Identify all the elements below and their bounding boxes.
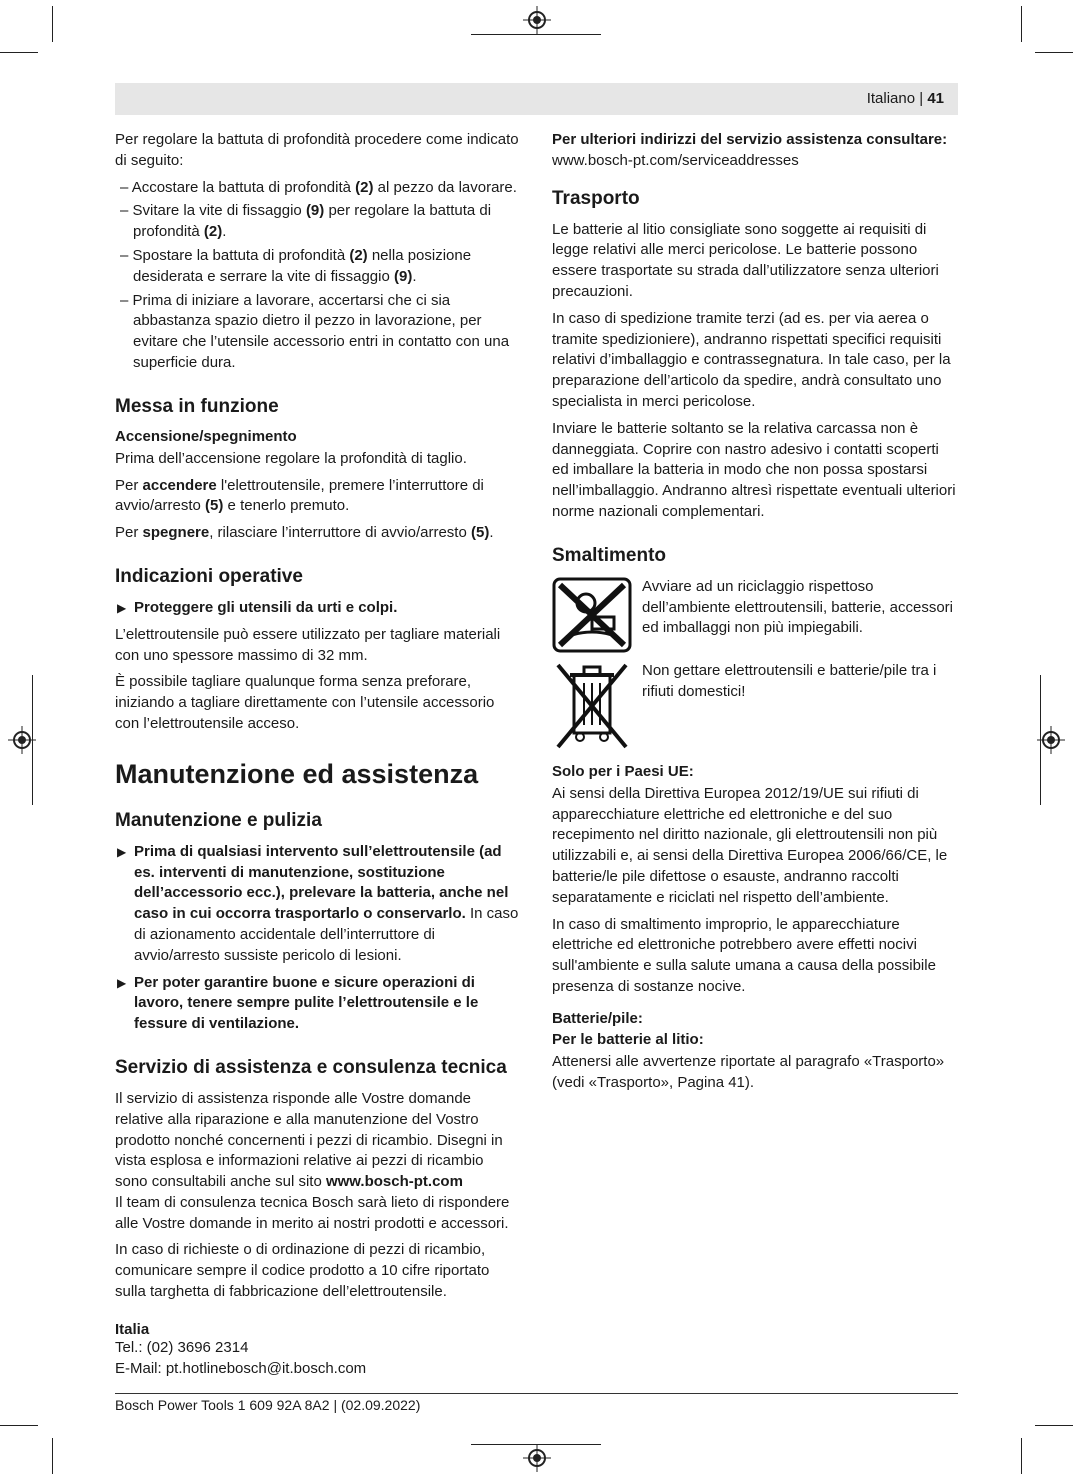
subsection-title-ue: Solo per i Paesi UE: [552, 762, 694, 780]
section-title-smaltimento: Smaltimento [552, 544, 667, 566]
country-title: Italia [115, 1320, 150, 1338]
list-item: – Prima di iniziare a lavorare, accertarsi che ci sia abbastanza spazio dietro il pezzo in lavorazione, per evitare che l’utensile accessorio entri in contatto con una superficie dura. [120, 291, 510, 371]
website-link[interactable]: www.bosch-pt.com [325, 1173, 463, 1191]
list-item: – Accostare la battuta di profondità (2) al pezzo da lavorare. [120, 178, 517, 196]
section-title-messa: Messa in funzione [115, 395, 279, 417]
crop-mark [1035, 1425, 1073, 1426]
list-item: – Spostare la battuta di profondità (2) nella posizione desiderata e serrare la vite di fissaggio (9). [120, 246, 472, 285]
triangle-bullet-icon: ▶ [117, 600, 127, 615]
right-column [552, 130, 957, 1099]
page-number: 41 [927, 90, 944, 107]
left-column [115, 130, 520, 1379]
paragraph: In caso di smaltimento improprio, le apparecchiature elettriche ed elettroniche potrebbero avere effetti nocivi sull'ambiente e sulla salute umana a causa della possibile presenza di sostanze nocive. [552, 915, 936, 995]
paragraph: Non gettare elettroutensili e batterie/pile tra i rifiuti domestici! [642, 661, 937, 700]
header-language: Italiano [866, 90, 916, 107]
paragraph: Prima dell’accensione regolare la profondità di taglio. [115, 449, 467, 467]
section-title-pulizia: Manutenzione e pulizia [115, 809, 322, 831]
weee-row [552, 661, 957, 751]
section-title-trasporto: Trasporto [552, 187, 640, 209]
intro-text: Per regolare la battuta di profondità procedere come indicato di seguito: [115, 131, 519, 169]
registration-mark-icon [523, 1444, 551, 1472]
warning-bullet: ▶ Per poter garantire buone e sicure operazioni di lavoro, tenere sempre pulite l’elettroutensile e le fessure di ventilazione. [117, 973, 479, 1033]
chapter-title-manutenzione: Manutenzione ed assistenza [115, 758, 479, 789]
header-separator: | [919, 90, 924, 107]
crop-mark [52, 6, 53, 42]
paragraph: L’elettroutensile può essere utilizzato per tagliare materiali con uno spessore massimo di 32 mm. [115, 625, 501, 664]
subsection-title-batterie: Batterie/pile: [552, 1009, 643, 1027]
paragraph: Attenersi alle avvertenze riportate al paragrafo «Trasporto» (vedi «Trasporto», Pagina 41). [552, 1052, 945, 1091]
phone-number: Tel.: (02) 3696 2314 [115, 1338, 249, 1356]
crop-mark [1021, 1438, 1022, 1474]
crop-mark [0, 52, 38, 53]
paragraph: Il servizio di assistenza risponde alle Vostre domande relative alla riparazione e alla manutenzione del Vostro prodotto nonché concernenti i pezzi di ricambio. Disegni in vista esplosa e informazioni relative ai pezzi di ricambio sono consultabili anche sul sito www.bosch-pt.com [115, 1089, 503, 1191]
header-text [867, 90, 944, 107]
crop-mark [1035, 52, 1073, 53]
service-addresses-link[interactable]: www.bosch-pt.com/serviceaddresses [552, 151, 799, 169]
email-address[interactable]: E-Mail: pt.hotlinebosch@it.bosch.com [115, 1359, 367, 1377]
paragraph: Inviare le batterie soltanto se la relativa carcassa non è danneggiata. Coprire con nastro adesivo i contatti scoperti ed imballare la batteria in modo che non possa spostarsi nell’imballaggio. Andranno altresì rispettate eventuali ulteriori norme nazionali complementari. [552, 419, 956, 520]
warning-bullet: ▶ Proteggere gli utensili da urti e colpi. [115, 598, 520, 619]
paragraph: Per ulteriori indirizzi del servizio assistenza consultare: [552, 131, 948, 148]
paragraph: Per accendere l'elettroutensile, premere l’interruttore di avvio/arresto (5) e tenerlo premuto. [115, 476, 484, 515]
paragraph: In caso di spedizione tramite terzi (ad es. per via aerea o tramite spedizioniere), andranno rispettati specifici requisiti relativi d’imballaggio e contrassegnatura. In tale caso, per la preparazione dell’articolo da spedire, andrà consultato uno specialista in merci pericolose. [552, 309, 951, 410]
paragraph: Il team di consulenza tecnica Bosch sarà lieto di rispondere alle Vostre domande in merito ai nostri prodotti e accessori. [115, 1193, 510, 1232]
triangle-bullet-icon: ▶ [117, 844, 127, 859]
list-item: – Svitare la vite di fissaggio (9) per regolare la battuta di profondità (2). [120, 202, 492, 241]
triangle-bullet-icon: ▶ [117, 975, 127, 990]
recycling-symbol-icon [552, 577, 632, 653]
subsection-title-litio: Per le batterie al litio: [552, 1030, 704, 1048]
paragraph: Avviare ad un riciclaggio rispettoso dell’ambiente elettroutensili, batterie, accessori ed imballaggi non più impiegabili. [642, 577, 953, 637]
crop-mark [1021, 6, 1022, 42]
recycling-row [552, 577, 957, 653]
paragraph: Per spegnere, rilasciare l’interruttore di avvio/arresto (5). [115, 524, 494, 542]
registration-mark-icon [1037, 726, 1065, 754]
registration-mark-icon [8, 726, 36, 754]
paragraph: Le batterie al litio consigliate sono soggette ai requisiti di legge relativi alle merci pericolose. Le batterie possono essere trasportate su strada dall’utilizzatore senza ulteriori precauzioni. [552, 220, 939, 300]
paragraph: In caso di richieste o di ordinazione di pezzi di ricambio, comunicare sempre il codice prodotto a 10 cifre riportato sulla targhetta di fabbricazione dell’elettroutensile. [115, 1241, 490, 1301]
paragraph: È possibile tagliare qualunque forma senza preforare, iniziando a tagliare direttamente con l’utensile accessorio con l’elettroutensile acceso. [115, 673, 495, 732]
section-title-indicazioni: Indicazioni operative [115, 565, 303, 587]
registration-mark-icon [523, 6, 551, 34]
section-title-servizio: Servizio di assistenza e consulenza tecnica [115, 1056, 507, 1078]
warning-bullet: ▶ Prima di qualsiasi intervento sull’elettroutensile (ad es. interventi di manutenzione, sostituzione dell’accessorio ecc.), prelevare la batteria, anche nel caso in cui occorra trasportarlo o conservarlo. In caso di azionamento accidentale dell’interruttore di avvio/arresto sussiste pericolo di lesioni. [117, 842, 519, 964]
page-footer: Bosch Power Tools 1 609 92A 8A2 | (02.09.2022) [115, 1397, 421, 1413]
page-header [115, 83, 958, 115]
footer-divider [115, 1393, 958, 1394]
crossed-bin-icon [552, 661, 632, 751]
subsection-title-accensione: Accensione/spegnimento [115, 427, 297, 445]
crop-mark [52, 1438, 53, 1474]
paragraph: Ai sensi della Direttiva Europea 2012/19/UE sui rifiuti di apparecchiature elettriche ed elettroniche e del suo recepimento nel diritto nazionale, gli elettroutensili non più utilizzabili e, ai sensi della Direttiva Europea 2006/66/CE, le batterie/le pile difettose o esauste, andranno raccolti separatamente e riciclati nel rispetto dell’ambiente. [552, 784, 948, 906]
crop-mark [0, 1425, 38, 1426]
crop-mark [471, 34, 601, 35]
